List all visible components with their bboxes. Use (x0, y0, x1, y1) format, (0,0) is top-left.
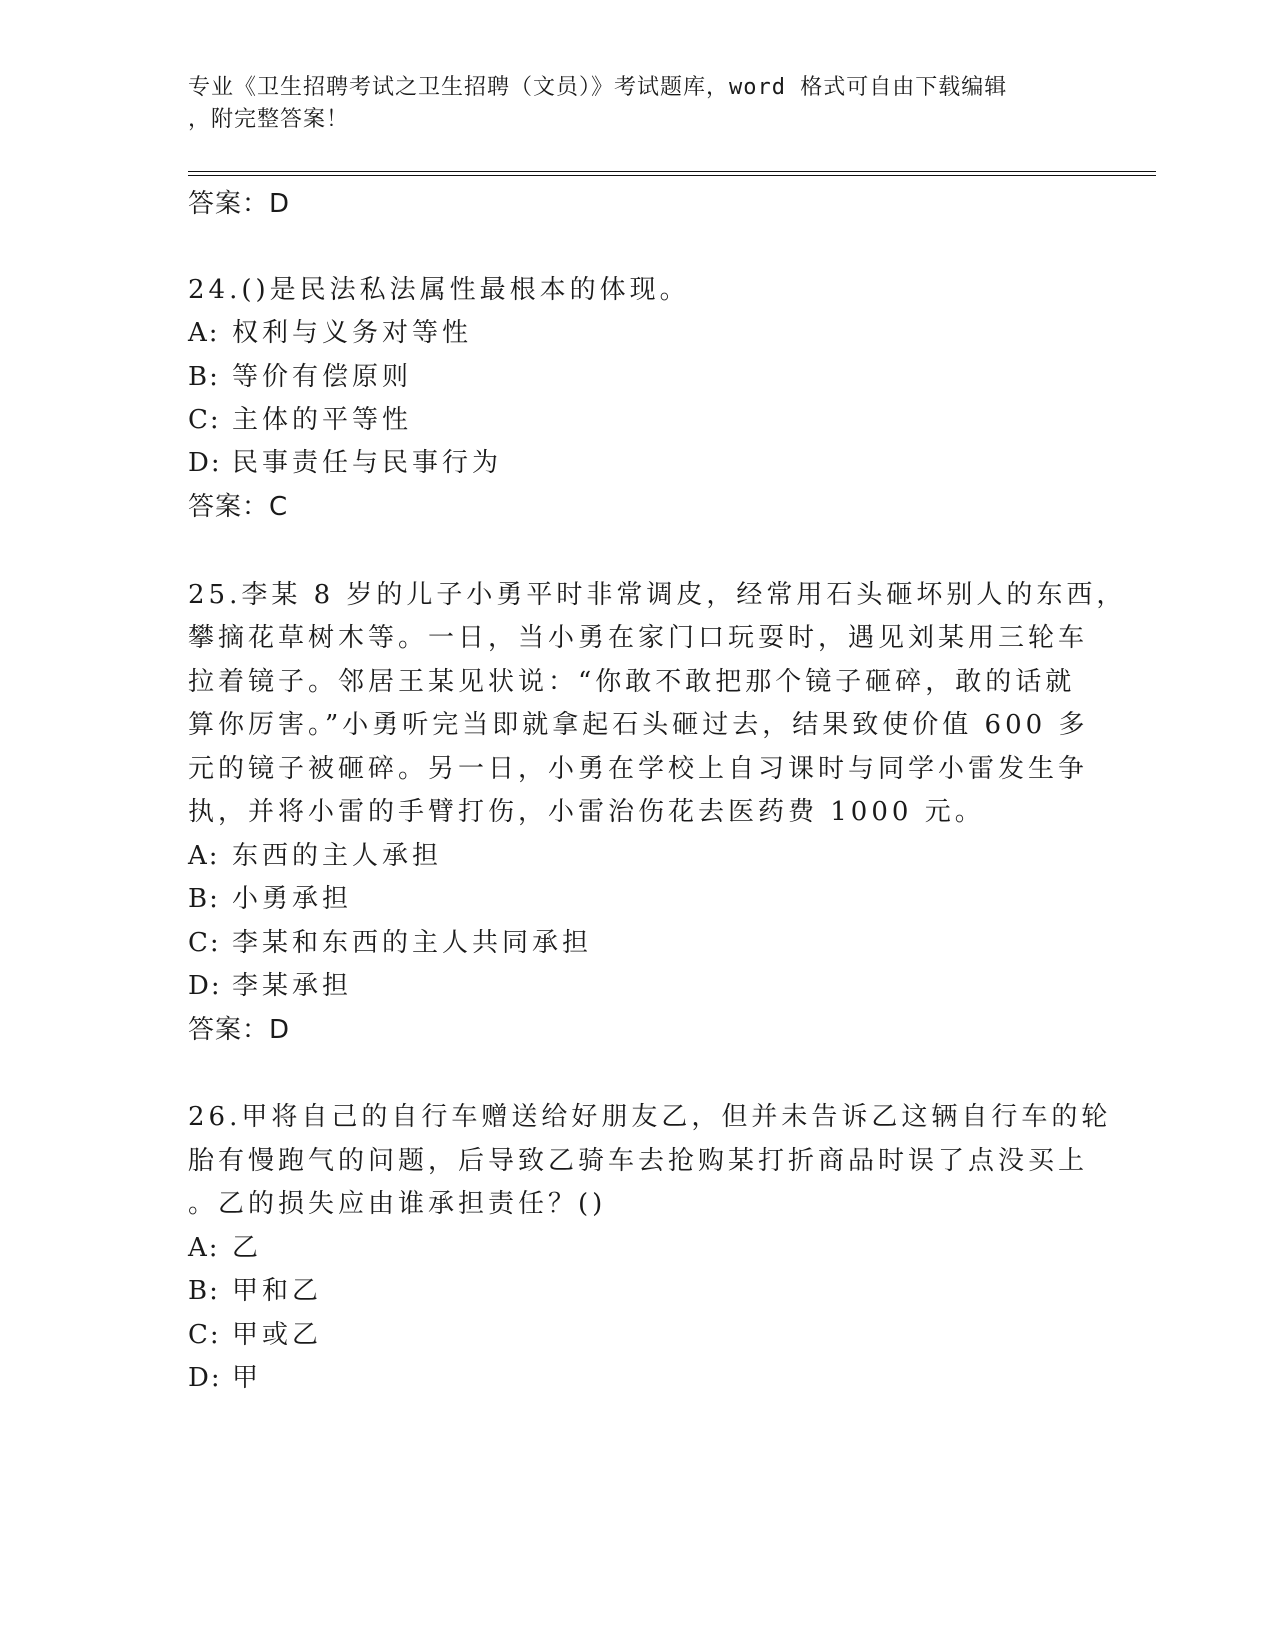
option-text: 甲 (232, 1363, 263, 1393)
question-25-text-line-5: 元的镜子被砸碎。另一日，小勇在学校上自习课时与同学小雷发生争 (188, 754, 1089, 784)
question-24-text: 24.()是民法私法属性最根本的体现。 (188, 275, 690, 305)
option-key: B: (188, 884, 220, 914)
question-26-text-line-1: 26.甲将自己的自行车赠送给好朋友乙，但并未告诉乙这辆自行车的轮 (188, 1102, 1112, 1132)
option-key: C: (188, 928, 221, 958)
option-text: 民事责任与民事行为 (232, 448, 503, 478)
document-header-line-2: ，附完整答案！ (188, 107, 350, 132)
option-text: 甲和乙 (232, 1276, 323, 1306)
document-header-line-1: 专业《卫生招聘考试之卫生招聘（文员）》考试题库，word 格式可自由下载编辑 (188, 75, 1008, 100)
option-text: 等价有偿原则 (232, 362, 413, 392)
option-text: 主体的平等性 (232, 405, 413, 435)
answer-previous: 答案：D (188, 189, 291, 219)
option-key: A: (188, 318, 220, 348)
option-text: 甲或乙 (232, 1320, 323, 1350)
question-25-text-line-3: 拉着镜子。邻居王某见状说：“你敢不敢把那个镜子砸碎，敢的话就 (188, 667, 1076, 697)
option-key: B: (188, 1276, 220, 1306)
question-26-option-a (188, 1231, 262, 1265)
question-24-option-d (188, 446, 502, 480)
option-key: C: (188, 1320, 221, 1350)
option-text: 权利与义务对等性 (232, 318, 473, 348)
option-key: D: (188, 1363, 222, 1393)
option-key: C: (188, 405, 221, 435)
option-key: D: (188, 971, 222, 1001)
option-key: D: (188, 448, 222, 478)
question-24-option-c (188, 403, 412, 437)
option-key: A: (188, 1233, 220, 1263)
option-text: 李某和东西的主人共同承担 (232, 928, 593, 958)
answer-25: 答案：D (188, 1015, 291, 1045)
question-25-option-c (188, 926, 592, 960)
option-key: A: (188, 841, 220, 871)
question-25-option-d (188, 969, 352, 1003)
option-text: 李某承担 (232, 971, 353, 1001)
question-25-text-line-6: 执，并将小雷的手臂打伤，小雷治伤花去医药费 1000 元。 (188, 797, 985, 827)
header-divider-bottom (188, 175, 1156, 176)
question-26-option-d (188, 1361, 262, 1395)
header-divider-top (188, 171, 1156, 172)
question-24-option-a (188, 316, 472, 350)
question-26-option-b (188, 1274, 322, 1308)
option-text: 小勇承担 (232, 884, 353, 914)
question-25-text-line-2: 攀摘花草树木等。一日，当小勇在家门口玩耍时，遇见刘某用三轮车 (188, 623, 1089, 653)
question-25-text-line-1: 25.李某 8 岁的儿子小勇平时非常调皮，经常用石头砸坏别人的东西， (188, 580, 1127, 610)
question-26-option-c (188, 1318, 322, 1352)
option-text: 东西的主人承担 (232, 841, 443, 871)
option-key: B: (188, 362, 220, 392)
answer-24: 答案：C (188, 492, 289, 522)
question-24-option-b (188, 360, 412, 394)
question-25-option-b (188, 882, 352, 916)
option-text: 乙 (232, 1233, 263, 1263)
question-26-text-line-2: 胎有慢跑气的问题，后导致乙骑车去抢购某打折商品时误了点没买上 (188, 1146, 1089, 1176)
question-25-option-a (188, 839, 442, 873)
question-25-text-line-4: 算你厉害。”小勇听完当即就拿起石头砸过去，结果致使价值 600 多 (188, 710, 1089, 740)
question-26-text-line-3: 。乙的损失应由谁承担责任？() (188, 1189, 607, 1219)
